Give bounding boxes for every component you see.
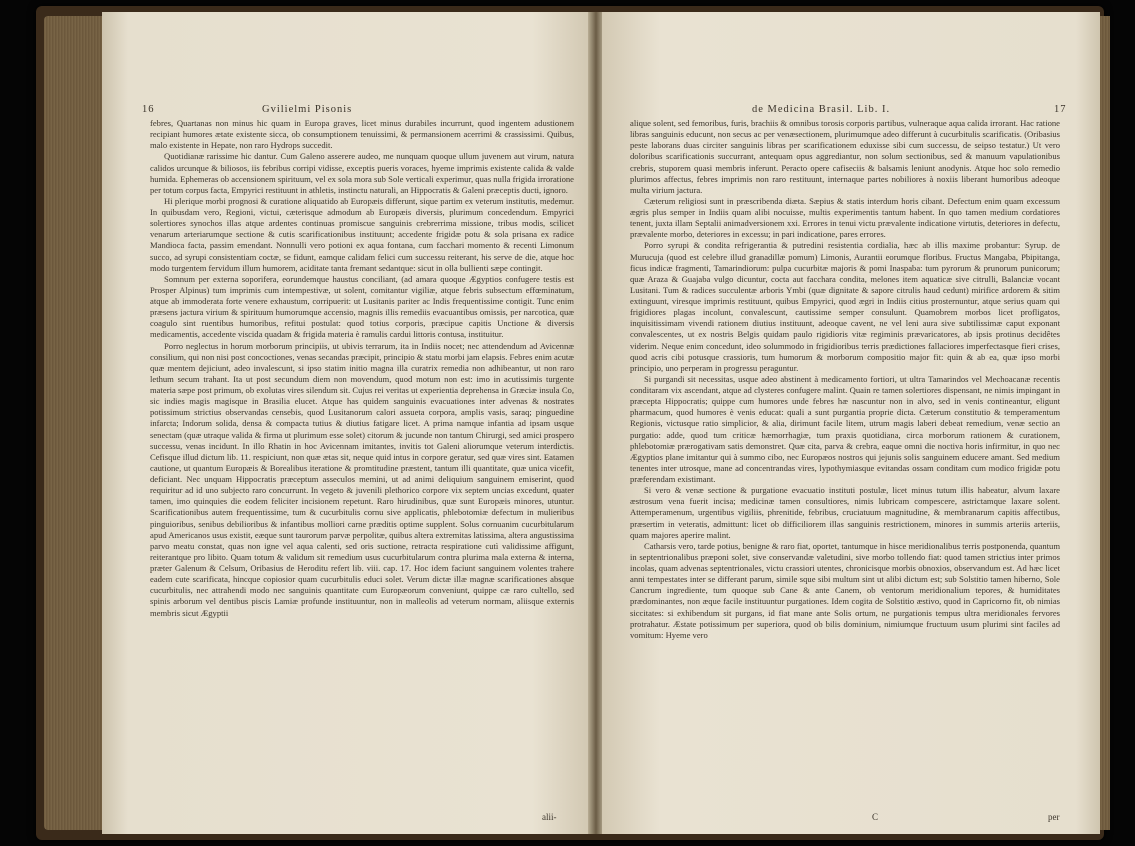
paragraph: Si purgandi sit necessitas, usque adeo abstinent à medicamento fortiori, ut ultra Tamarindos vel Mechoacanæ recentis conditaram vix ascendant, atque ad clysteres confugere malint. Quain re tamen solertiores dispensant, ne nimis impingant in præcepta Hippocratis; quippe cum humores unde febres hæ nascuntur non in alvo, sed in venis contineantur, eligunt pharmacum, quod humores è venis educat: quali a sunt purgantia proprie dicta. Cæterum constitutio & temperamentum Regionis, victusque ratio simplicior, & alia, dirimunt facile litem, utrum magis laberi debeat remedium, venæ sectio an purgatio: adde, quod tum criticæ hæmorrhagiæ, tum praxis quotidiana, circa morborum rationem & curationem, phlebotomiæ prærogativam satis demonstret. Quæ cita, parva & crebra, eaque omni die noctiva horis infirmitur, in quo nec Ægyptios plane imitantur qui à summo cibo, nec Europæos nostros qui jejunis solis sanguinem educere amant. Sed medium tenentes inter utrosque, mane ad concentrandas vires, lypothymiasque evitandas ossam conditam cum modico frigidæ potu præferendam existimant. bbox=[630, 373, 1060, 484]
right-page bbox=[602, 12, 1100, 834]
page-number: 17 bbox=[1054, 104, 1067, 115]
running-head: de Medicina Brasil. Lib. I. bbox=[752, 104, 891, 115]
paragraph: Quotidianæ rarissime hic dantur. Cum Galeno asserere audeo, me nunquam quoque ullum juvenem aut virum, natura calidos urcunque & biliosos, iis febribus corripi vidisse, exceptis pueris voraces, hyeme imprimis existente calida & valde humida. Ephemeras ob accensionem spirituum, vel ex sola mora sub Sole verticali experimur, quas nulla frigida irroratione per totum corpus facta, Empyrici restituunt in athletis, instinctu naturali, an Hippocratis & Galeni præceptis ducti, ignoro. bbox=[150, 151, 574, 195]
paragraph: Hi plerique morbi prognosi & curatione aliquatido ab Europæis differunt, sique partim ex veterum institutis, medemur. In quibusdam vero, Regioni, victui, cæterisque admodum ab Europæis diversis, plurimum concedendum. Empyrici solertiores synochos illas atque ardentes continuas promiscue sanguinis crebrerrima missione, tribus modis, scilicet venarum arteriarumque sectione & cutis scarificationibus instituunt; accedente frigidæ potu & sola prisana ex radice Mandioca facta, passim emendant. Nonnulli vero potioni ex aqua fontana, cum facchari momento & recenti Limonum succo, ad syrupi consistentiam coctæ, se fidunt, eamque calidam felici cum successu reiterant, his serve de die, atque hoc modo turgentem fervidum illum humorem, aciditate tanta fremant sedantque: sicut in olla bullienti sæpe contingit. bbox=[150, 195, 574, 273]
paragraph: Cæterum religiosi sunt in præscribenda diæta. Sæpius & statis interdum horis cibant. Defectum enim quam excessum ægris plus semper in Indiis quam alibi nocuisse, multis experimentis tantum habent. In quo tamen medium cordatiores tenent, juxta illam Septalii animadversionem xxi. Errores in tenui victu prævalente indicatione virtutis, deteriores in defectu, prævalente morbo, deteriores in excessu; in pari indicatione, pares errores. bbox=[630, 195, 1060, 240]
running-head: Gvilielmi Pisonis bbox=[262, 104, 353, 115]
paragraph: Somnum per externa soporifera, eorundemque haustus conciliant, (ad amara quoque Ægyptios confugere testis est Prosper Alpinus) tum imprimis cum intempestivæ, ut solent, comitantur vigiliæ, atque febris subsectum effœminatum, atque ab immoderata forte venere exhaustum, corripuerit: ut Lusitanis pariter ac Indis frequentissime contigit. Tunc enim præsens jactura virium & spirituum humorumque accensio, magnis illis remediis evacuantibus omissis, per narcotica, quæ coagulo sint ruentibus humoribus, refitui postulat: quod totius corporis, præcipue capitis Unctione & diversis medicamentis, accedente viscida quadam & frigida materia è ramulis cardui littoris contusa, instituitur. bbox=[150, 273, 574, 340]
paragraph: Porro neglectus in horum morborum principiis, ut ubivis terrarum, ita in Indiis nocet; nec attendendum ad Avicennæ consilium, qui non nisi post concoctiones, venas secandas præcipit, principio & statu morbi jam elapsis. Febres enim acutæ quæ mentem dejiciunt, adeo invalescunt, si ipso statim initio magna illa curatrix remedia non adhibeantur, ut non raro lethum secum trahant. Ita ut post secundum diem non movendum, quod motum non est: imo in acutissimis turgente materia sæpe post primum, ob exolutas vires silendum sit. Cujus rei veritas ut experientia deprehensa in Græciæ insula Co, sic indies magis magisque in Brasilia elucet. Atque has quidem sanguinis evacuationes inter advenas & nostrates potissimum strictius observandas censebis, quod Lusitanorum calori assueta corpora, amplis vasis, saraq; pinguedine infarcta; Indorum solida, densa & compacta tutius & diutius fatigare licet. A prima namque infantia ad ipsam usque senectam (quæ utraque valida & firma ut plurimum esse solet) citorum & jucunde non tantum Chirurgi, sed amici prospero successu, venas incidunt. In illo Rhatin in hoc Avicennam imitantes, invitis tot Galeni aliorumque veterum interdictis. Cefisque illud dictum lib. 11. respiciunt, non quæ ætas sit, neque quid intus in corpore geratur, sed quæ vires sint. Eatamen cautione, ut quantum Europæis & Borealibus iteratione & promtitudine præstent, tantum illi quantitate, quæ unica vicefit, deficiant. Nec unquam Hippocratis præceptum asseculos memini, ut ad animi deliquium sanguinem emiserint, quod requiritur ad id uno subjecto raro concurrunt. In vegeto & juvenili plethorico corpore vix septem uncias excedunt, quater tamen, imo quinquies die eodem feliciter incisionem repetunt. Raro hirudinibus, quæ sunt Europæis minores, utuntur. Scarificationibus autem frequentissime, tum & cucurbitulis cornu sive applicatis, phlebotomiæ defectum in mulieribus pinguioribus, senibus debilioribus & infantibus molliori carne præditis optime supplent. Solus cornuanim cucurbitularum apud Americanos usus existit, eæque sunt taurorum parvæ perpolitæ, quibus altera extremitas latissima, altera angustissima parvo meatu constat, quas non igne vel aqua calenti, sed oris suctione, retracta respiratione cutì validissime affigunt, reiterantque pro libito. Quam totum & validum sit remedium usus cucurbitularum contra plurima mala externa & interna, præter Galenum & Celsum, Oribasius de Heroditu refert lib. viii. cap. 17. Hoc idem faciunt sanguinem volentes trahere eadem cute scarificata, hincque copiosior quam cucurbitulis educi solet. Verum dictæ illæ magnæ scarificationes absque cucurbitulis, nec attrahendi modo nec sanguinis quantitate cum Europæorum conveniunt, quippe cæ raro cultello, sed spinis arborum vel dentibus piscis Lamiæ profunde instituuntur, non in malleolis ad veterum normam, aliisque externis membris sicut Ægyptii bbox=[150, 340, 574, 618]
paragraph: febres, Quartanas non minus hic quam in Europa graves, licet minus durabiles incurrunt, quod ingentem adustionem recipiant humores ætate existente sicca, ob consumptionem tenuissimi, & permansionem acerrimi & crassissimi. Quibus, malo existente in Hepate, non raro Hydrops succedit. bbox=[150, 118, 574, 151]
paragraph: Porro syrupi & condita refrigerantia & putredini resistentia cordialia, hæc ab illis maxime probantur: Syrup. de Murucuja (quod est celebre illud granadillæ pomum) Limonis, Aurantii eorumque floribus. Fructus Mangaba, Pbipitanga, ficus indicæ fragmenti, Tamarindiorum: pulpa cucurbitæ majoris & pomi Inaspaba: tum pyrorum & prunorum punicorum; quæ Araza & Guajaba vulgo dicuntur, cocta aut facchara condita, melones item aquaticæ sive citrulli, Balanciæ vocant Lusitani. Tum & radices succulentæ arboris Ymbi (quæ dignitate & sapore citrulis haud cedunt) mirifice ardorem & sitim extinguunt, viresque imprimis restituunt, quibus Empyrici, quod ægri in Indiis citius prosternuntur, atque serius quam qui frigidiores plagas incolunt, convalescunt, cautissime semper consulunt. Quamobrem morbos licet profligatos, inquisitissimam vivendi rationem diutius instituunt, adeoque cavent, ne vel leni aura sive subtilissimæ caput exponant convalescentes, ut ex nostris Belgis quidam paulo rigidioris vitæ regiminis prævaricatores, ab ipsis protinus decidêtes viderim. Neque enim concedunt, ideo solummodo in frigidioribus terris prædictiones fallaciores imperfectasque fieri crises, quod acris cibi potusque crassioris, tum humorum & morborum compositio major fit: quin & ab ea, quæ ipso morbi principio, uno perperam in progressu peraguntur. bbox=[630, 240, 1060, 373]
signature-mark: C bbox=[872, 812, 879, 822]
open-book bbox=[36, 6, 1104, 840]
page-body bbox=[150, 118, 574, 619]
catchword: alii- bbox=[542, 812, 557, 822]
page-body bbox=[630, 118, 1060, 641]
paragraph: alique solent, sed femoribus, furis, brachiis & omnibus torosis corporis partibus, vulneraque aqua calida irrorant. Hac ratione libras sanguinis educunt, non secus ac per venæsectionem, plurimumque adeo differunt à cucurbitulis scarificatis. (Oribasius peste laborans duas circiter sanguinis libras per scarificationem eduxisse sibi cum successu, de seipso testatur.) Ut vero doloribus scarificationis succurrant, antequam opus aggrediantur, non solum sectionibus, sed & manuum vapulationibus crebris, stuporem quasi membris inferunt. Peracto opere cafiseciis & balsamis leniunt anodynis. Atque hoc solo remedio plurimos affectus, febres imprimis non raro restituunt, internaque partes nobiliores à noxiis liberant humoribus adeoque multa virium jactura. bbox=[630, 118, 1060, 195]
catchword: per bbox=[1048, 812, 1060, 822]
paragraph: Catharsis vero, tarde potius, benigne & raro fiat, oportet, tantumque in hisce meridionalibus terris postponenda, quantum in septentrionalibus præponi solet, sive conservandæ valetudini, sive morbo tollendo fiat: quod tamen strictius inter primos incolas, quam advenas septentrionales, victu crassiori utentes, chronicisque morbis obnoxios, observandum est. Ad hæc licet anni tempestates inter se differant parum, simile sque sibi multum sint ut alibi dictum est; sub Solstitio tamen hiberno, Sole Cancrum ingrediente, tum quoque sub Cane & ante Canem, ob ventorum meridionalium tepores, & humiditates prædominantes, non æque facile instituuntur purgationes. Idem cogita de Solstitio æstivo, quod in Capricorno fit, ob nimias siccitates: si exhibendum sit purgans, id fiat mane ante Solis ortum, ne purgationis tempus ultra meridionales fervores protrahatur. Æstate potissimum per superiora, quod ob bilis dominium, nimiumque fructuum usum plurimi sint faciles ad vomitum: Hyeme vero bbox=[630, 540, 1060, 640]
left-page bbox=[102, 12, 590, 834]
page-number: 16 bbox=[142, 104, 155, 115]
paragraph: Si vero & venæ sectione & purgatione evacuatio instituti postulæ, licet minus tutum illis habeatur, alvum laxare æstrosum vena fuerit incisa; medicinæ tamen consultiores, nimis lubricam compescere, astrictamque laxare solent. Attemperamenum, urgentibus vigiliis, phrenitide, febribus, cruciatuum magnitudine, & membranarum capitis affectibus, præsertim in veteratis, admittunt: licet ob difficiliorem illas sanguinis restrictionem, minores in summis arteriis arteriis, quam majores aperire malint. bbox=[630, 485, 1060, 540]
page-edges-left bbox=[44, 16, 102, 830]
page-edges-right bbox=[1100, 16, 1110, 830]
